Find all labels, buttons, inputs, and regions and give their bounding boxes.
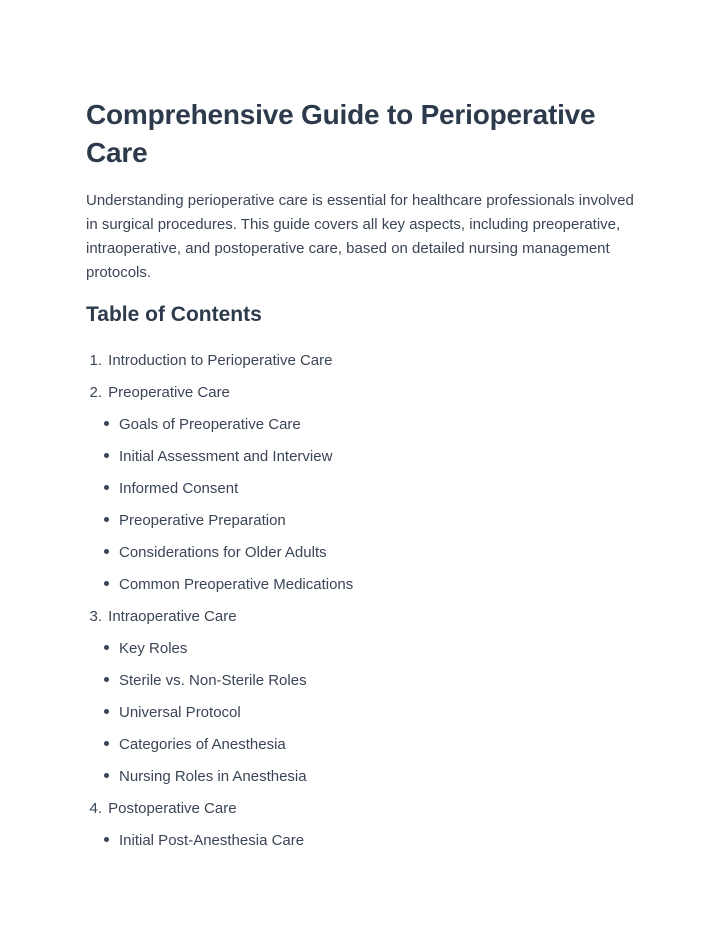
toc-sublist bbox=[86, 409, 660, 601]
bullet-icon bbox=[104, 453, 109, 458]
toc-subitem bbox=[86, 665, 660, 697]
toc-subitem-label: Initial Assessment and Interview bbox=[119, 448, 333, 465]
toc-item-line bbox=[86, 377, 660, 409]
bullet-icon bbox=[104, 421, 109, 426]
bullet-icon bbox=[104, 549, 109, 554]
bullet-icon bbox=[104, 645, 109, 650]
toc-subitem-label: Universal Protocol bbox=[119, 704, 241, 721]
toc-item-line bbox=[86, 601, 660, 633]
toc-item-label: Introduction to Perioperative Care bbox=[108, 352, 333, 369]
toc-subitem bbox=[86, 825, 660, 857]
bullet-icon bbox=[104, 709, 109, 714]
toc-item-number: 2. bbox=[89, 384, 102, 401]
intro-paragraph: Understanding perioperative care is essential for healthcare professionals involved in surgical procedures. This guide covers all key aspects, including preoperative, intraoperative, and postoperative care, based on detailed nursing management protocols. bbox=[86, 192, 634, 281]
toc-subitem-label: Preoperative Preparation bbox=[119, 512, 286, 529]
toc-subitem bbox=[86, 505, 660, 537]
toc-item-label: Preoperative Care bbox=[108, 384, 230, 401]
bullet-icon bbox=[104, 837, 109, 842]
toc-subitem-label: Initial Post-Anesthesia Care bbox=[119, 832, 305, 849]
toc-subitem bbox=[86, 761, 660, 793]
toc-heading: Table of Contents bbox=[86, 303, 262, 326]
bullet-icon bbox=[104, 581, 109, 586]
page-title: Comprehensive Guide to Perioperative Care bbox=[86, 99, 596, 168]
toc-subitem-label: Informed Consent bbox=[119, 480, 239, 497]
toc-subitem-label: Common Preoperative Medications bbox=[119, 576, 354, 593]
toc-item-line bbox=[86, 793, 660, 825]
toc-subitem-label: Nursing Roles in Anesthesia bbox=[119, 768, 307, 785]
toc-subitem bbox=[86, 697, 660, 729]
toc-subitem-label: Considerations for Older Adults bbox=[119, 544, 327, 561]
toc-item-number: 4. bbox=[89, 800, 102, 817]
bullet-icon bbox=[104, 517, 109, 522]
toc-subitem bbox=[86, 441, 660, 473]
toc-item bbox=[86, 377, 660, 601]
bullet-icon bbox=[104, 677, 109, 682]
table-of-contents bbox=[86, 345, 660, 857]
toc-subitem-label: Sterile vs. Non-Sterile Roles bbox=[119, 672, 307, 689]
toc-item-label: Intraoperative Care bbox=[108, 608, 237, 625]
toc-item bbox=[86, 601, 660, 793]
toc-subitem-label: Key Roles bbox=[119, 640, 188, 657]
bullet-icon bbox=[104, 741, 109, 746]
toc-subitem bbox=[86, 729, 660, 761]
toc-item-number: 3. bbox=[89, 608, 102, 625]
toc-subitem-label: Goals of Preoperative Care bbox=[119, 416, 301, 433]
toc-item bbox=[86, 793, 660, 857]
toc-subitem bbox=[86, 569, 660, 601]
toc-sublist bbox=[86, 825, 660, 857]
toc-item-number: 1. bbox=[89, 352, 102, 369]
toc-item-line bbox=[86, 345, 660, 377]
toc-item bbox=[86, 345, 660, 377]
toc-subitem-label: Categories of Anesthesia bbox=[119, 736, 286, 753]
toc-subitem bbox=[86, 409, 660, 441]
toc-subitem bbox=[86, 537, 660, 569]
bullet-icon bbox=[104, 485, 109, 490]
toc-sublist bbox=[86, 633, 660, 793]
bullet-icon bbox=[104, 773, 109, 778]
toc-item-label: Postoperative Care bbox=[108, 800, 237, 817]
toc-subitem bbox=[86, 473, 660, 505]
toc-subitem bbox=[86, 633, 660, 665]
